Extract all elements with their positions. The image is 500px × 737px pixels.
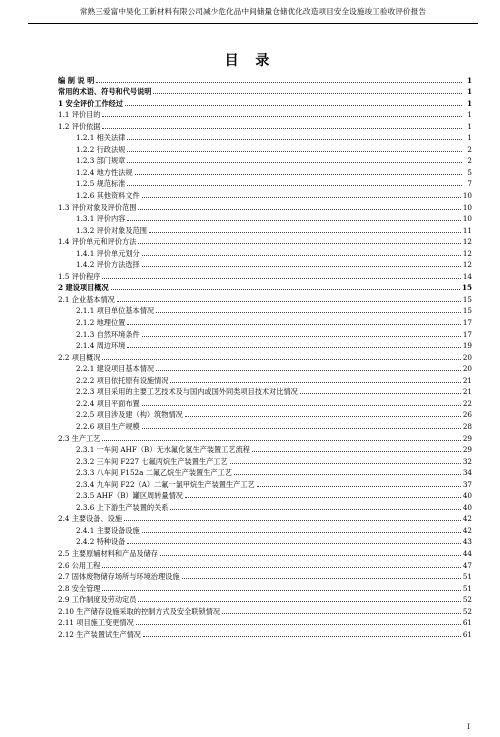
toc-entry-title: 2.3 生产工艺 — [58, 433, 101, 443]
toc-entry-title: 1.4.2 评价方法选择 — [76, 260, 140, 270]
toc-leader-dots — [102, 567, 460, 568]
toc-entry[interactable] — [58, 570, 472, 582]
toc-entry-page: 12 — [462, 248, 472, 258]
toc-entry-page: 51 — [462, 583, 472, 593]
toc-entry[interactable] — [58, 408, 472, 420]
toc-entry-page: 12 — [462, 237, 472, 247]
toc-leader-dots — [127, 185, 462, 186]
toc-entry[interactable] — [58, 454, 472, 466]
toc-entry-page: 1 — [467, 121, 472, 131]
toc-entry[interactable] — [58, 535, 472, 547]
toc-entry-page: 42 — [462, 525, 472, 535]
toc-entry-title: 常用的术语、符号和代号说明 — [58, 87, 152, 97]
table-of-contents — [58, 73, 472, 639]
toc-entry[interactable] — [58, 131, 472, 143]
toc-leader-dots — [102, 116, 462, 117]
toc-entry-page: 1 — [466, 75, 472, 85]
toc-leader-dots — [170, 382, 460, 383]
toc-entry-title: 1.2.6 其他资料文件 — [76, 191, 140, 201]
toc-entry-title: 1.3.2 评价对象及范围 — [76, 225, 147, 235]
toc-entry-title: 1.3.1 评价内容 — [76, 214, 126, 224]
toc-entry-title: 2.12 生产装置试生产情况 — [58, 629, 141, 639]
toc-leader-dots — [136, 624, 461, 625]
toc-entry-page: 20 — [462, 352, 472, 362]
toc-entry[interactable] — [58, 235, 472, 247]
toc-leader-dots — [125, 105, 462, 106]
toc-leader-dots — [142, 428, 461, 429]
toc-entry[interactable] — [58, 188, 472, 200]
toc-entry[interactable] — [58, 200, 472, 212]
toc-entry-title: 2.2.2 项目依托原有设施情况 — [76, 375, 169, 385]
toc-leader-dots — [117, 301, 461, 302]
toc-entry-page: 1 — [466, 98, 472, 108]
toc-entry[interactable] — [58, 593, 472, 605]
toc-entry[interactable] — [58, 546, 472, 558]
toc-leader-dots — [185, 416, 461, 417]
toc-leader-dots — [222, 613, 461, 614]
toc-leader-dots — [142, 266, 461, 267]
toc-entry-title: 2.3.5 AHF（B）罐区周转量情况 — [76, 491, 183, 501]
toc-entry[interactable] — [58, 339, 472, 351]
toc-entry[interactable] — [58, 154, 472, 166]
toc-entry-title: 2.1.2 地理位置 — [76, 318, 126, 328]
toc-entry[interactable] — [58, 212, 472, 224]
toc-entry-page: 40 — [462, 491, 472, 501]
toc-leader-dots — [127, 151, 462, 152]
toc-entry[interactable] — [58, 73, 472, 85]
toc-entry-page: 61 — [462, 629, 472, 639]
toc-entry-title: 2.4 主要设备、设施 — [58, 514, 123, 524]
toc-entry-title: 1.4.1 评价单元划分 — [76, 248, 140, 258]
toc-entry-page: 34 — [462, 468, 472, 478]
toc-entry[interactable] — [58, 96, 472, 108]
toc-leader-dots — [127, 139, 462, 140]
toc-entry-page: 21 — [462, 375, 472, 385]
toc-entry-title: 2.2.5 项目涉及建（构）筑物情况 — [76, 410, 183, 420]
toc-entry-title: 编 制 说 明 — [58, 75, 95, 85]
toc-entry-page: 10 — [462, 214, 472, 224]
toc-entry-page: 1 — [467, 110, 472, 120]
toc-entry-page: 11 — [462, 225, 472, 235]
toc-entry[interactable] — [58, 108, 472, 120]
toc-entry[interactable] — [58, 443, 472, 455]
toc-entry-title: 1.2.4 地方性法规 — [76, 167, 133, 177]
toc-entry[interactable] — [58, 258, 472, 270]
toc-entry[interactable] — [58, 119, 472, 131]
toc-entry[interactable] — [58, 269, 472, 281]
toc-leader-dots — [142, 255, 461, 256]
toc-leader-dots — [127, 162, 462, 163]
toc-entry-page: 26 — [462, 410, 472, 420]
toc-entry-page: 2 — [467, 144, 472, 154]
page-title: 目 录 — [224, 53, 276, 69]
toc-leader-dots — [230, 463, 461, 464]
toc-entry-title: 2.3.6 上下游生产装置的关系 — [76, 502, 169, 512]
toc-entry-title: 2.6 公用工程 — [58, 560, 101, 570]
toc-entry[interactable] — [58, 385, 472, 397]
toc-entry-page: 12 — [462, 260, 472, 270]
toc-entry-page: 32 — [462, 456, 472, 466]
toc-entry[interactable] — [58, 616, 472, 628]
toc-entry[interactable] — [58, 362, 472, 374]
toc-entry-title: 2.1.4 周边环境 — [76, 341, 126, 351]
toc-entry[interactable] — [58, 327, 472, 339]
report-header: 常熟三爱富中昊化工新材料有限公司减少危化品中间储量仓储优化改造项目安全设施竣工验收评价报告 — [79, 7, 427, 16]
toc-entry[interactable] — [58, 500, 472, 512]
toc-entry-title: 2.1.3 自然环境条件 — [76, 329, 140, 339]
toc-entry-page: 15 — [462, 294, 472, 304]
toc-entry-page: 47 — [462, 560, 472, 570]
toc-entry-page: 1 — [466, 87, 472, 97]
toc-leader-dots — [234, 474, 461, 475]
toc-entry-page: 10 — [462, 202, 472, 212]
toc-leader-dots — [160, 555, 461, 556]
toc-entry-page: 10 — [462, 191, 472, 201]
toc-entry-title: 2.7 固体废物储存场所与环境治理设施 — [58, 572, 180, 582]
toc-entry-page: 44 — [462, 548, 472, 558]
toc-leader-dots — [138, 243, 460, 244]
toc-entry-title: 2.2.1 建设项目基本情况 — [76, 364, 155, 374]
toc-entry[interactable] — [58, 523, 472, 535]
toc-leader-dots — [102, 590, 460, 591]
toc-entry[interactable] — [58, 431, 472, 443]
toc-entry-title: 2.10 生产储存设施采取的控制方式及安全联锁情况 — [58, 606, 221, 616]
toc-leader-dots — [138, 209, 460, 210]
toc-entry[interactable] — [58, 223, 472, 235]
toc-entry-page: 5 — [467, 167, 472, 177]
toc-leader-dots — [170, 509, 460, 510]
toc-entry[interactable] — [58, 396, 472, 408]
toc-leader-dots — [138, 601, 460, 602]
toc-entry-title: 2.9 工作制度及劳动定员 — [58, 595, 137, 605]
toc-leader-dots — [124, 520, 461, 521]
toc-entry[interactable] — [58, 177, 472, 189]
toc-leader-dots — [102, 128, 462, 129]
toc-entry[interactable] — [58, 477, 472, 489]
toc-entry[interactable] — [58, 165, 472, 177]
toc-leader-dots — [142, 532, 461, 533]
toc-entry[interactable] — [58, 246, 472, 258]
toc-entry-page: 17 — [462, 318, 472, 328]
toc-entry-title: 1.2.3 部门规章 — [76, 156, 126, 166]
toc-entry-title: 2.3.3 八车间 F152a 二氟乙烷生产装置生产工艺 — [76, 468, 232, 478]
toc-entry[interactable] — [58, 512, 472, 524]
toc-entry-title: 1.4 评价单元和评价方法 — [58, 237, 137, 247]
toc-entry[interactable] — [58, 142, 472, 154]
toc-entry-title: 2.1 企业基本情况 — [58, 294, 115, 304]
toc-entry-page: 17 — [462, 329, 472, 339]
toc-entry-page: 20 — [462, 364, 472, 374]
toc-leader-dots — [153, 93, 462, 94]
toc-entry-page: 43 — [462, 537, 472, 547]
toc-entry-page: 1 — [467, 133, 472, 143]
toc-entry-title: 2.4.1 主要设备设施 — [76, 525, 140, 535]
header-divider — [28, 23, 478, 24]
toc-entry-page: 29 — [462, 445, 472, 455]
toc-entry-title: 2.3.4 九车间 F22（A）二氟一氯甲烷生产装置生产工艺 — [76, 479, 255, 489]
toc-entry-title: 2.2.6 项目生产规模 — [76, 421, 140, 431]
toc-entry-page: 28 — [462, 421, 472, 431]
toc-entry-title: 2.5 主要原辅材料和产品及储存 — [58, 548, 158, 558]
toc-entry-page: 14 — [462, 271, 472, 281]
toc-entry-title: 1.1 评价目的 — [58, 110, 101, 120]
toc-leader-dots — [149, 232, 461, 233]
toc-entry-page: 42 — [462, 514, 472, 524]
toc-leader-dots — [142, 405, 461, 406]
toc-entry[interactable] — [58, 281, 472, 293]
toc-entry[interactable] — [58, 315, 472, 327]
toc-entry[interactable] — [58, 489, 472, 501]
toc-leader-dots — [102, 278, 460, 279]
toc-entry-page: 21 — [462, 387, 472, 397]
toc-entry-title: 2.11 项目施工变更情况 — [58, 618, 134, 628]
toc-entry-title: 1.2 评价依据 — [58, 121, 101, 131]
toc-entry-title: 2.2 项目概况 — [58, 352, 101, 362]
toc-entry-title: 2.8 安全管理 — [58, 583, 101, 593]
toc-entry[interactable] — [58, 350, 472, 362]
toc-entry-page: 51 — [462, 572, 472, 582]
toc-leader-dots — [142, 336, 461, 337]
toc-entry[interactable] — [58, 466, 472, 478]
toc-leader-dots — [142, 197, 461, 198]
toc-entry[interactable] — [58, 581, 472, 593]
page-number: I — [467, 723, 470, 731]
toc-entry-title: 1.2.5 规范标准 — [76, 179, 126, 189]
toc-entry-page: 61 — [462, 618, 472, 628]
toc-entry-title: 2.2.3 项目采用的主要工艺技术及与国内或国外同类项目技术对比情况 — [76, 387, 298, 397]
toc-entry-page: 19 — [462, 341, 472, 351]
toc-entry-title: 1.2.1 相关法律 — [76, 133, 126, 143]
toc-entry-page: 7 — [467, 179, 472, 189]
toc-entry-page: 15 — [461, 283, 472, 293]
toc-leader-dots — [127, 324, 461, 325]
toc-entry[interactable] — [58, 604, 472, 616]
toc-entry[interactable] — [58, 558, 472, 570]
toc-entry[interactable] — [58, 419, 472, 431]
toc-entry[interactable] — [58, 85, 472, 97]
toc-entry-page: 2 — [467, 156, 472, 166]
toc-entry-title: 2.2.4 项目平面布置 — [76, 398, 140, 408]
toc-entry-page: 22 — [462, 398, 472, 408]
toc-leader-dots — [252, 451, 461, 452]
toc-entry-title: 1.2.2 行政法规 — [76, 144, 126, 154]
toc-entry[interactable] — [58, 627, 472, 639]
toc-entry-page: 52 — [462, 606, 472, 616]
toc-leader-dots — [185, 497, 461, 498]
toc-entry-page: 40 — [462, 502, 472, 512]
toc-leader-dots — [111, 289, 460, 290]
toc-entry-page: 52 — [462, 595, 472, 605]
toc-entry-title: 2 建设项目概况 — [58, 283, 109, 293]
toc-leader-dots — [143, 636, 461, 637]
toc-leader-dots — [156, 370, 461, 371]
toc-leader-dots — [102, 359, 460, 360]
toc-entry-title: 1.5 评价程序 — [58, 271, 101, 281]
toc-entry[interactable] — [58, 292, 472, 304]
toc-entry-title: 2.3.1 一车间 AHF（B）无水氟化氢生产装置工艺流程 — [76, 445, 250, 455]
toc-leader-dots — [96, 82, 462, 83]
toc-leader-dots — [182, 578, 461, 579]
toc-entry-page: 15 — [462, 306, 472, 316]
toc-entry-title: 2.1.1 项目单位基本情况 — [76, 306, 155, 316]
toc-entry[interactable] — [58, 373, 472, 385]
toc-leader-dots — [300, 393, 461, 394]
toc-leader-dots — [127, 347, 461, 348]
toc-entry-title: 2.4.2 特种设备 — [76, 537, 126, 547]
toc-entry-page: 29 — [462, 433, 472, 443]
toc-leader-dots — [135, 174, 462, 175]
toc-leader-dots — [127, 220, 461, 221]
toc-leader-dots — [102, 440, 460, 441]
toc-entry-title: 2.3.2 三车间 F227 七氟丙烷生产装置生产工艺 — [76, 456, 228, 466]
toc-entry-title: 1.3 评价对象及评价范围 — [58, 202, 137, 212]
toc-leader-dots — [127, 543, 461, 544]
toc-entry[interactable] — [58, 304, 472, 316]
toc-entry-page: 37 — [462, 479, 472, 489]
toc-entry-title: 1 安全评价工作经过 — [58, 98, 124, 108]
toc-leader-dots — [156, 312, 461, 313]
toc-leader-dots — [257, 486, 461, 487]
